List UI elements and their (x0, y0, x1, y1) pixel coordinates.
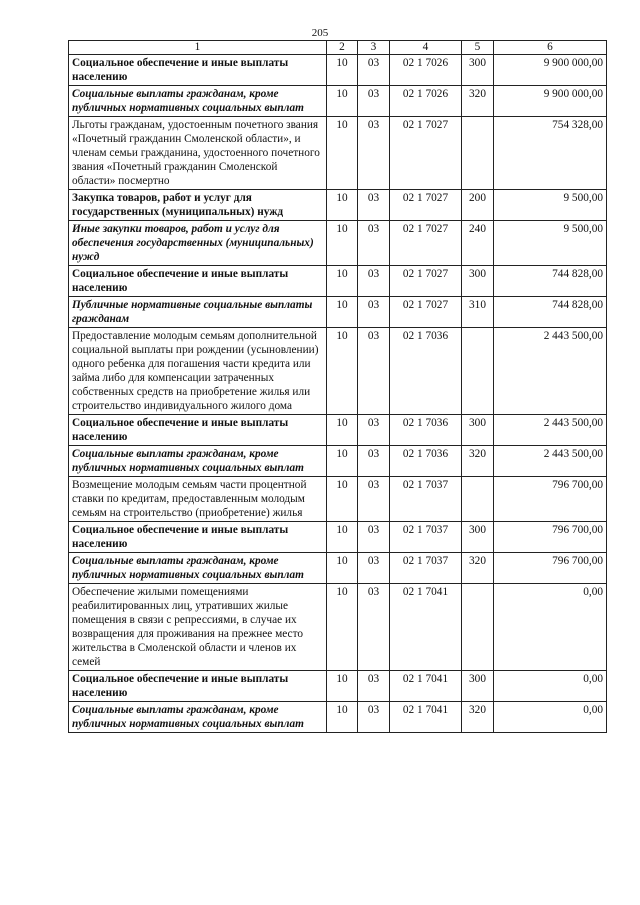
row-subsection-cell: 03 (358, 297, 390, 328)
row-subsection-cell: 03 (358, 86, 390, 117)
table-row (69, 117, 607, 190)
row-name-cell: Социальное обеспечение и иные выплаты населению (69, 55, 327, 86)
header-col-6: 6 (494, 41, 607, 55)
row-expense-type-cell: 300 (462, 55, 494, 86)
table-row (69, 477, 607, 522)
header-col-5: 5 (462, 41, 494, 55)
table-row (69, 671, 607, 702)
row-subsection-cell: 03 (358, 117, 390, 190)
row-expense-type-cell: 300 (462, 522, 494, 553)
table-row (69, 328, 607, 415)
row-subsection-cell: 03 (358, 190, 390, 221)
row-amount-cell: 0,00 (494, 584, 607, 671)
table-row (69, 702, 607, 733)
row-subsection-cell: 03 (358, 477, 390, 522)
row-name-cell: Социальное обеспечение и иные выплаты населению (69, 415, 327, 446)
row-subsection-cell: 03 (358, 671, 390, 702)
row-amount-cell: 754 328,00 (494, 117, 607, 190)
row-amount-cell: 796 700,00 (494, 522, 607, 553)
row-expense-type-cell (462, 584, 494, 671)
row-section-cell: 10 (327, 477, 358, 522)
row-target-article-cell: 02 1 7026 (390, 55, 462, 86)
row-section-cell: 10 (327, 328, 358, 415)
row-section-cell: 10 (327, 446, 358, 477)
row-amount-cell: 0,00 (494, 671, 607, 702)
row-target-article-cell: 02 1 7041 (390, 671, 462, 702)
row-name-cell: Социальные выплаты гражданам, кроме публичных нормативных социальных выплат (69, 702, 327, 733)
row-amount-cell: 744 828,00 (494, 266, 607, 297)
row-target-article-cell: 02 1 7036 (390, 415, 462, 446)
row-target-article-cell: 02 1 7027 (390, 190, 462, 221)
row-name-cell: Предоставление молодым семьям дополнительной социальной выплаты при рождении (усыновлении) одного ребенка для погашения части кредита или займа либо для компенсации затраченных собственных средств на приобретение жилья или строительство индивидуального жилого дома (69, 328, 327, 415)
row-name-cell: Социальные выплаты гражданам, кроме публичных нормативных социальных выплат (69, 553, 327, 584)
row-subsection-cell: 03 (358, 553, 390, 584)
row-expense-type-cell: 320 (462, 86, 494, 117)
table-row (69, 190, 607, 221)
table-row (69, 55, 607, 86)
row-subsection-cell: 03 (358, 702, 390, 733)
row-target-article-cell: 02 1 7037 (390, 553, 462, 584)
row-target-article-cell: 02 1 7041 (390, 584, 462, 671)
row-target-article-cell: 02 1 7036 (390, 328, 462, 415)
row-expense-type-cell (462, 328, 494, 415)
row-target-article-cell: 02 1 7027 (390, 297, 462, 328)
row-amount-cell: 0,00 (494, 702, 607, 733)
row-expense-type-cell: 300 (462, 671, 494, 702)
row-amount-cell: 2 443 500,00 (494, 415, 607, 446)
table-row (69, 266, 607, 297)
row-name-cell: Социальное обеспечение и иные выплаты населению (69, 522, 327, 553)
row-target-article-cell: 02 1 7027 (390, 221, 462, 266)
table-row (69, 86, 607, 117)
row-section-cell: 10 (327, 55, 358, 86)
row-target-article-cell: 02 1 7026 (390, 86, 462, 117)
row-amount-cell: 9 900 000,00 (494, 86, 607, 117)
table-row (69, 522, 607, 553)
row-amount-cell: 9 900 000,00 (494, 55, 607, 86)
row-section-cell: 10 (327, 117, 358, 190)
row-name-cell: Иные закупки товаров, работ и услуг для обеспечения государственных (муниципальных) нужд (69, 221, 327, 266)
row-section-cell: 10 (327, 671, 358, 702)
row-section-cell: 10 (327, 415, 358, 446)
row-subsection-cell: 03 (358, 446, 390, 477)
row-section-cell: 10 (327, 522, 358, 553)
row-section-cell: 10 (327, 553, 358, 584)
row-amount-cell: 744 828,00 (494, 297, 607, 328)
row-expense-type-cell: 240 (462, 221, 494, 266)
row-amount-cell: 796 700,00 (494, 477, 607, 522)
table-row (69, 584, 607, 671)
header-row (69, 41, 607, 55)
row-amount-cell: 9 500,00 (494, 190, 607, 221)
row-name-cell: Обеспечение жилыми помещениями реабилитированных лиц, утративших жилые помещения в связи с репрессиями, в случае их возвращения для проживания на прежнее место жительства в Смоленской области и членов их семей (69, 584, 327, 671)
row-expense-type-cell: 200 (462, 190, 494, 221)
row-expense-type-cell (462, 117, 494, 190)
row-section-cell: 10 (327, 266, 358, 297)
row-target-article-cell: 02 1 7037 (390, 477, 462, 522)
row-expense-type-cell: 320 (462, 702, 494, 733)
page-number: 205 (311, 27, 329, 39)
row-subsection-cell: 03 (358, 55, 390, 86)
row-name-cell: Льготы гражданам, удостоенным почетного звания «Почетный гражданин Смоленской области», и членам семьи гражданина, удостоенного почетного звания «Почетный гражданин Смоленской области» посмертно (69, 117, 327, 190)
row-target-article-cell: 02 1 7027 (390, 117, 462, 190)
row-amount-cell: 2 443 500,00 (494, 446, 607, 477)
row-subsection-cell: 03 (358, 266, 390, 297)
row-target-article-cell: 02 1 7036 (390, 446, 462, 477)
table-row (69, 297, 607, 328)
row-subsection-cell: 03 (358, 522, 390, 553)
table-row (69, 415, 607, 446)
header-col-2: 2 (327, 41, 358, 55)
row-expense-type-cell: 300 (462, 415, 494, 446)
row-section-cell: 10 (327, 190, 358, 221)
row-expense-type-cell (462, 477, 494, 522)
table-body (69, 55, 607, 733)
row-target-article-cell: 02 1 7027 (390, 266, 462, 297)
row-expense-type-cell: 320 (462, 553, 494, 584)
row-subsection-cell: 03 (358, 221, 390, 266)
row-section-cell: 10 (327, 702, 358, 733)
row-section-cell: 10 (327, 86, 358, 117)
row-name-cell: Социальные выплаты гражданам, кроме публичных нормативных социальных выплат (69, 446, 327, 477)
row-amount-cell: 2 443 500,00 (494, 328, 607, 415)
row-name-cell: Социальные выплаты гражданам, кроме публичных нормативных социальных выплат (69, 86, 327, 117)
row-target-article-cell: 02 1 7041 (390, 702, 462, 733)
row-subsection-cell: 03 (358, 584, 390, 671)
row-name-cell: Публичные нормативные социальные выплаты гражданам (69, 297, 327, 328)
row-section-cell: 10 (327, 584, 358, 671)
table-row (69, 446, 607, 477)
budget-table (68, 40, 607, 733)
row-target-article-cell: 02 1 7037 (390, 522, 462, 553)
header-col-4: 4 (390, 41, 462, 55)
row-subsection-cell: 03 (358, 415, 390, 446)
row-name-cell: Социальное обеспечение и иные выплаты населению (69, 266, 327, 297)
row-subsection-cell: 03 (358, 328, 390, 415)
table-row (69, 221, 607, 266)
row-name-cell: Социальное обеспечение и иные выплаты населению (69, 671, 327, 702)
row-section-cell: 10 (327, 221, 358, 266)
row-amount-cell: 796 700,00 (494, 553, 607, 584)
row-section-cell: 10 (327, 297, 358, 328)
header-col-1: 1 (69, 41, 327, 55)
header-col-3: 3 (358, 41, 390, 55)
row-name-cell: Закупка товаров, работ и услуг для государственных (муниципальных) нужд (69, 190, 327, 221)
row-amount-cell: 9 500,00 (494, 221, 607, 266)
table-row (69, 553, 607, 584)
row-name-cell: Возмещение молодым семьям части процентной ставки по кредитам, предоставленным молодым семьям на строительство (приобретение) жилья (69, 477, 327, 522)
row-expense-type-cell: 310 (462, 297, 494, 328)
row-expense-type-cell: 320 (462, 446, 494, 477)
row-expense-type-cell: 300 (462, 266, 494, 297)
